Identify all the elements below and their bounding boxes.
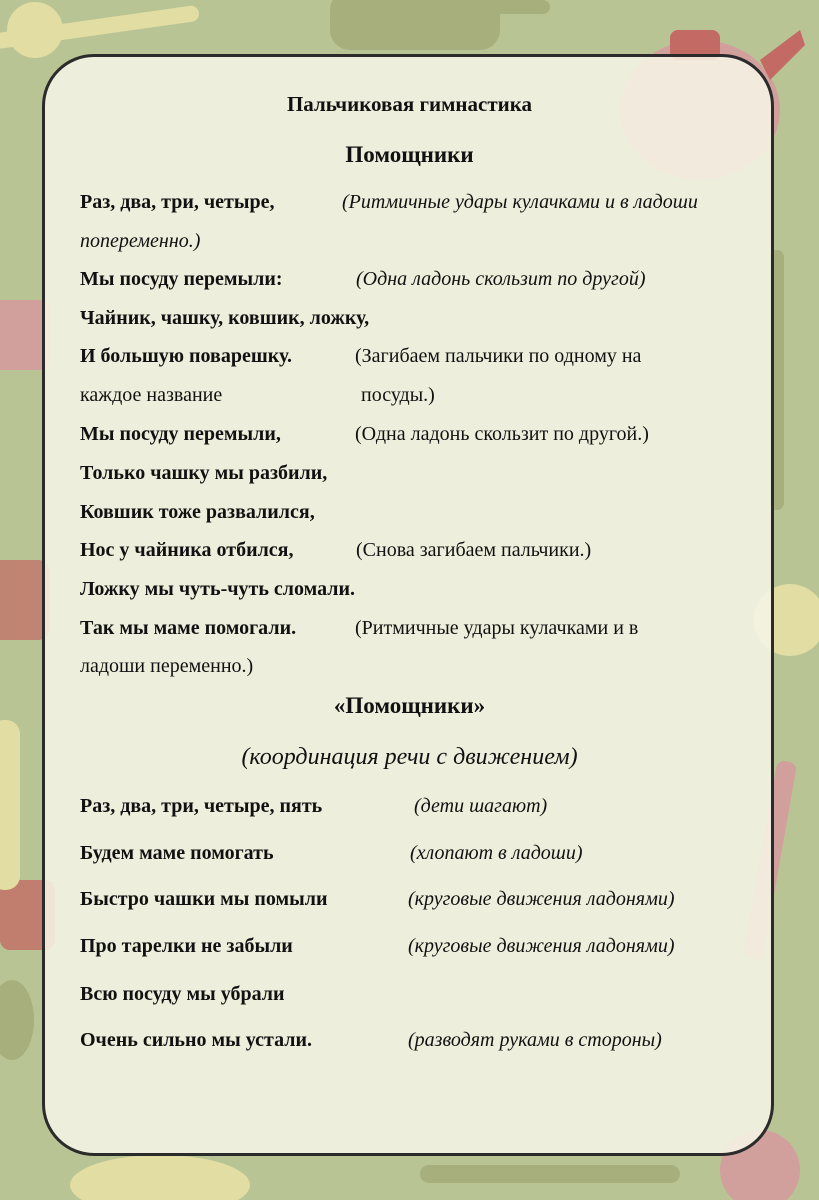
instruction-note: попеременно.) <box>80 230 201 252</box>
pan-icon <box>330 0 550 50</box>
ladle-icon <box>0 2 200 58</box>
instruction-note: (круговые движения ладонями) <box>408 935 675 957</box>
instruction-note: ладоши переменно.) <box>80 655 254 677</box>
section-title: Помощники <box>345 142 474 167</box>
verse-text: Ковшик тоже развалился, <box>80 501 315 523</box>
verse-text: Раз, два, три, четыре, <box>80 191 275 213</box>
instruction-note: (Одна ладонь скользит по другой) <box>356 268 646 290</box>
instruction-note: каждое название <box>80 384 223 406</box>
verse-text: Так мы маме помогали. <box>80 617 297 639</box>
verse-text: Всю посуду мы убрали <box>80 983 285 1005</box>
instruction-note: (Ритмичные удары кулачками и в ладоши <box>342 191 698 213</box>
verse-text: Ложку мы чуть-чуть сломали. <box>80 578 356 600</box>
instruction-note: (хлопают в ладоши) <box>410 842 583 864</box>
verse-text: Только чашку мы разбили, <box>80 462 328 484</box>
instruction-note: (круговые движения ладонями) <box>408 888 675 910</box>
instruction-note: (Ритмичные удары кулачками и в <box>355 617 639 639</box>
instruction-note: (Одна ладонь скользит по другой.) <box>355 423 649 445</box>
instruction-note: (дети шагают) <box>414 795 548 817</box>
verse-text: Мы посуду перемыли: <box>80 268 283 290</box>
section-title: «Помощники» <box>333 693 486 718</box>
verse-text: Про тарелки не забыли <box>80 935 293 957</box>
instruction-note: (Снова загибаем пальчики.) <box>356 539 592 561</box>
verse-text: Будем маме помогать <box>80 842 274 864</box>
verse-line-1 <box>80 190 274 214</box>
verse-text: И большую поварешку. <box>80 345 292 367</box>
verse-text: Очень сильно мы устали. <box>80 1029 313 1051</box>
instruction-note: (разводят руками в стороны) <box>408 1029 662 1051</box>
verse-text: Нос у чайника отбился, <box>80 539 294 561</box>
verse-text: Быстро чашки мы помыли <box>80 888 328 910</box>
page-title: Пальчиковая гимнастика <box>286 92 533 116</box>
verse-text: Чайник, чашку, ковшик, ложку, <box>80 307 370 329</box>
verse-text: Раз, два, три, четыре, пять <box>80 795 323 817</box>
section-subtitle: (координация речи с движением) <box>241 744 578 770</box>
instruction-note: посуды.) <box>361 384 435 406</box>
verse-text: Мы посуду перемыли, <box>80 423 281 445</box>
instruction-note: (Загибаем пальчики по одному на <box>355 345 642 367</box>
